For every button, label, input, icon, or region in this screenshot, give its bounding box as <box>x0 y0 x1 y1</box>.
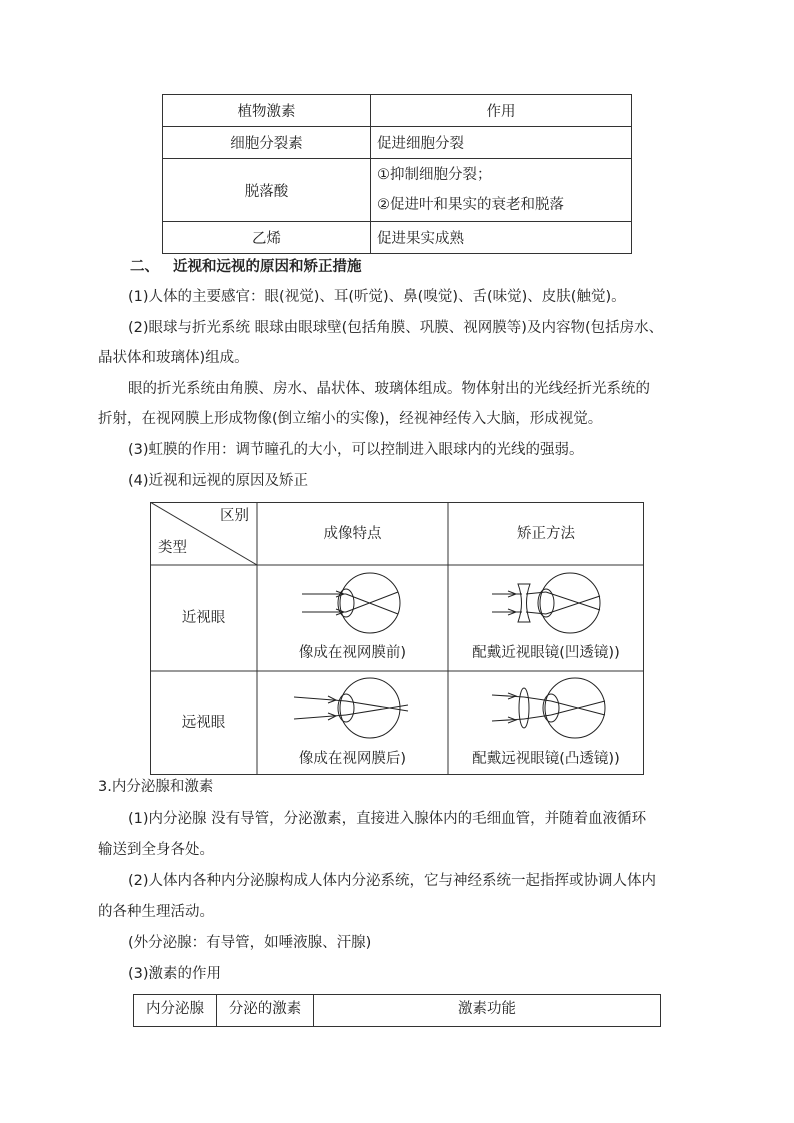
corner-top-label: 区别 <box>220 508 249 524</box>
hyperopia-feature: 像成在视网膜后) <box>298 751 407 767</box>
paragraph: (2)眼球与折光系统 眼球由眼球壁(包括角膜、巩膜、视网膜等)及内容物(包括房水、 <box>128 320 664 336</box>
myopia-feature: 像成在视网膜前) <box>298 645 407 661</box>
paragraph: (3)激素的作用 <box>128 966 222 982</box>
paragraph: (1)人体的主要感官：眼(视觉)、耳(听觉)、鼻(嗅觉)、舌(味觉)、皮肤(触觉)。 <box>128 289 626 305</box>
table-header-function: 激素功能 <box>314 995 661 1027</box>
table-cell-hormone: 脱落酸 <box>163 159 371 222</box>
myopia-eye-diagram <box>300 570 410 636</box>
paragraph: (3)虹膜的作用：调节瞳孔的大小，可以控制进入眼球内的光线的强弱。 <box>128 442 584 458</box>
row-type-myopia: 近视眼 <box>181 610 226 626</box>
row-type-hyperopia: 远视眼 <box>181 715 226 731</box>
paragraph: (2)人体内各种内分泌腺构成人体内分泌系统，它与神经系统一起指挥或协调人体内 <box>128 873 657 889</box>
effect-line: ②促进叶和果实的衰老和脱落 <box>377 197 564 213</box>
paragraph: 输送到全身各处。 <box>98 842 214 858</box>
paragraph: (4)近视和远视的原因及矫正 <box>128 473 309 489</box>
myopia-method: 配戴近视眼镜(凹透镜)) <box>472 645 620 661</box>
table-header-hormone-secreted: 分泌的激素 <box>217 995 314 1027</box>
endocrine-table <box>133 994 661 1027</box>
table-cell-effect: 促进细胞分裂 <box>371 127 632 159</box>
table-cell-hormone: 乙烯 <box>163 222 371 254</box>
table-header-hormone: 植物激素 <box>163 95 371 127</box>
col-header-method: 矫正方法 <box>517 526 575 542</box>
hyperopia-eye-diagram <box>290 675 415 741</box>
heading-text: 近视和远视的原因和矫正措施 <box>173 259 362 275</box>
hyperopia-method: 配戴远视眼镜(凸透镜)) <box>472 751 620 767</box>
heading-number: 二、 <box>130 259 159 275</box>
table-header-effect: 作用 <box>371 95 632 127</box>
corner-bottom-label: 类型 <box>158 540 187 556</box>
concave-lens-diagram <box>490 570 610 636</box>
paragraph: 的各种生理活动。 <box>98 904 214 920</box>
paragraph: 折射，在视网膜上形成物像(倒立缩小的实像)，经视神经传入大脑，形成视觉。 <box>98 411 603 427</box>
table-cell-hormone: 细胞分裂素 <box>163 127 371 159</box>
convex-lens-diagram <box>490 675 615 741</box>
table-cell-effect: 促进果实成熟 <box>371 222 632 254</box>
table-cell-effect <box>371 159 632 222</box>
section-heading: 3.内分泌腺和激素 <box>98 779 214 795</box>
paragraph: (外分泌腺：有导管，如唾液腺、汗腺) <box>128 935 372 951</box>
paragraph: (1)内分泌腺 没有导管，分泌激素，直接进入腺体内的毛细血管，并随着血液循环 <box>128 811 647 827</box>
col-header-feature: 成像特点 <box>323 526 382 542</box>
paragraph: 晶状体和玻璃体)组成。 <box>98 350 249 366</box>
section-heading <box>130 257 362 277</box>
table-header-gland: 内分泌腺 <box>134 995 217 1027</box>
effect-line: ①抑制细胞分裂； <box>377 167 492 183</box>
paragraph: 眼的折光系统由角膜、房水、晶状体、玻璃体组成。物体射出的光线经折光系统的 <box>128 381 650 397</box>
vision-table <box>150 502 644 775</box>
plant-hormone-table <box>162 94 632 254</box>
